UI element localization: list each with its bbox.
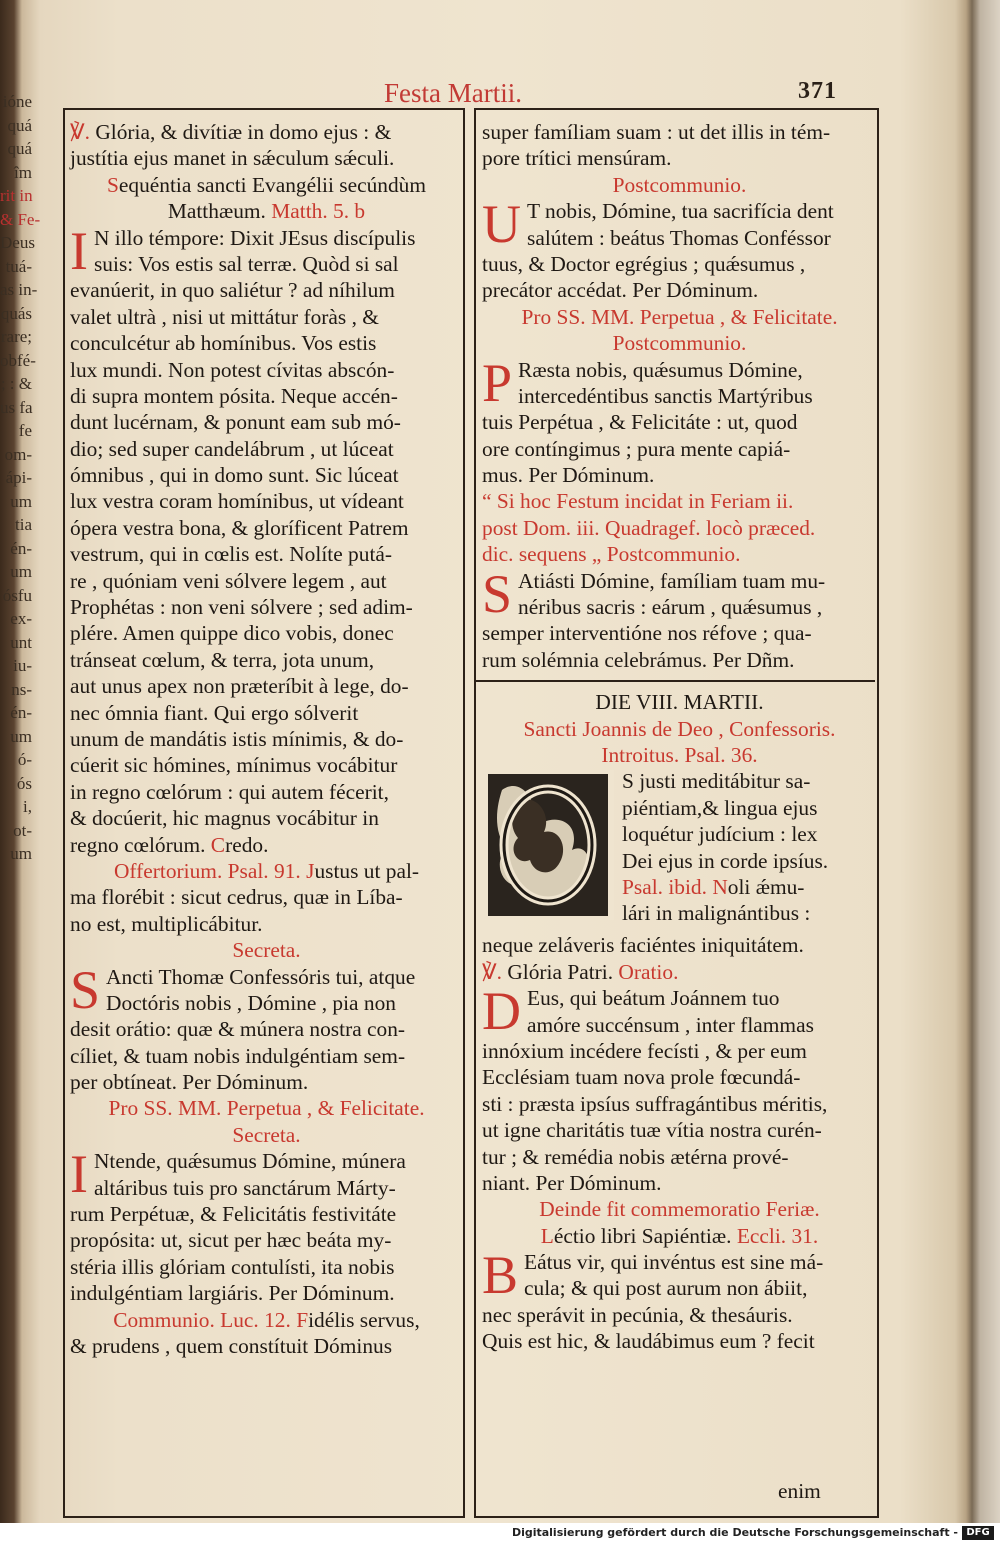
text-line: intercedéntibus sanctis Martýribus (518, 383, 813, 408)
text-line: amóre succénsum , inter flammas (527, 1012, 814, 1037)
margin-fragment: quá (7, 115, 32, 135)
text-line: dio; sed super candelábrum , ut lúceat (70, 436, 394, 461)
gospel-heading: Sequéntia sancti Evangélii secúndùm (107, 172, 426, 197)
text-line: ore contíngimus ; pura mente capiá- (482, 436, 791, 461)
text-line: cula; & qui post aurum non ábiit, (524, 1276, 808, 1301)
dfg-logo: DFG (962, 1526, 994, 1540)
text-line: tránseat cœlum, & terra, jota unum, (70, 647, 375, 672)
text-line: pore trítici mensúram. (482, 146, 672, 171)
drop-cap: D (482, 981, 521, 1042)
text-line: cíliet, & tuam nobis indulgéntiam sem- (70, 1043, 406, 1068)
rubric-line: dic. sequens „ Postcommunio. (482, 542, 741, 567)
text-line: N illo témpore: Dixit JEsus discípulis (93, 225, 416, 250)
text-line: & docúerit, hic magnus vocábitur in (70, 806, 379, 831)
margin-fragment: iu- (13, 656, 32, 675)
text-line: niant. Per Dóminum. (482, 1170, 662, 1195)
margin-fragment: ex- (10, 609, 32, 628)
introit-text (482, 768, 877, 932)
gloria-line: ℣. Glória Patri. Oratio. (482, 959, 679, 984)
communion-line: Communio. Luc. 12. Fidélis servus, (113, 1307, 420, 1332)
drop-cap: S (70, 959, 101, 1020)
lectio-line: Léctio libri Sapiéntiæ. Eccli. 31. (540, 1223, 819, 1248)
text-line: ómnibus , qui in domo sunt. Sic lúceat (70, 463, 399, 488)
text-line: Quis est hic, & laudábimus eum ? fecit (482, 1329, 815, 1354)
lectio-text (482, 1245, 877, 1355)
text-line: aut unus apex non præteríbit à lege, do- (70, 674, 409, 699)
text-line: rum Perpétuæ, & Felicitátis festivitáte (70, 1202, 397, 1227)
text-line: plére. Amen quippe dico vobis, donec (70, 621, 394, 646)
margin-fragment: ósfu (2, 585, 32, 605)
text-line: ópera vestra bona, & gloríficent Patrem (70, 515, 409, 540)
postcommunio-text-2 (482, 352, 877, 489)
saints-heading: Pro SS. MM. Perpetua , & Felicitate. (521, 304, 838, 329)
text-line: Ancti Thomæ Confessóris tui, atque (106, 964, 416, 989)
margin-fragment: obfé- (0, 350, 36, 370)
margin-fragment: tia (15, 515, 32, 534)
text-line: lux mundi. Non potest cívitas abscón- (70, 357, 395, 382)
text-line: Doctóris nobis , Dómine , pia non (106, 990, 396, 1015)
text-line: indulgéntiam largiáris. Per Dóminum. (70, 1281, 395, 1306)
text-line: lári in malignántibus : (622, 901, 811, 926)
secreta-text-2 (70, 1144, 463, 1306)
drop-cap: I (70, 220, 88, 281)
margin-fragment: ápi- (5, 468, 32, 487)
secreta-heading: Secreta. (232, 1122, 301, 1147)
footer-bar (0, 1523, 1000, 1544)
margin-fragment: unt (10, 632, 32, 652)
text-line: & prudens , quem constítuit Dóminus (70, 1333, 393, 1358)
drop-cap: B (482, 1245, 519, 1306)
margin-fragment: quás (0, 303, 32, 323)
secreta-text (70, 959, 463, 1096)
commemoration-heading: Deinde fit commemoratio Feriæ. (539, 1197, 820, 1222)
text-line: re , quóniam veni sólvere legem , aut (70, 568, 387, 593)
text-line: evanúerit, in quo saliétur ? ad níhilum (70, 278, 395, 303)
margin-fragment: & Fe- (0, 209, 41, 229)
text-line: Eus, qui beátum Joánnem tuo (527, 986, 780, 1011)
text-line: vestrum, qui in cœlis est. Nolíte putá- (70, 542, 392, 567)
text-line: Prophétas : non veni sólvere ; sed adim- (70, 595, 413, 620)
rubric-line: post Dom. iii. Quadragef. locò præced. (482, 515, 816, 540)
text-line: Ræsta nobis, quǽsumus Dómine, (518, 357, 803, 382)
margin-fragment: us fa (0, 397, 33, 417)
text-line: S justi meditábitur sa- (622, 769, 811, 794)
margin-fragment: fe (18, 421, 32, 440)
section-divider (476, 680, 875, 682)
text-line: tuus, & Doctor egrégius ; quǽsumus , (482, 251, 806, 276)
margin-fragment: îm (14, 162, 32, 182)
right-column (474, 108, 879, 1518)
text-line: justítia ejus manet in sǽculum sǽculi. (70, 146, 395, 171)
text-line: Ecclésiam tuam nova prole fœcundá- (482, 1065, 801, 1090)
text-line: per obtíneat. Per Dóminum. (70, 1070, 309, 1095)
text-line: Atiásti Dómine, famíliam tuam mu- (518, 568, 826, 593)
text-line: altáribus tuis pro sanctárum Márty- (93, 1175, 396, 1200)
text-line: neque zeláveris faciéntes iniquitátem. (482, 933, 804, 958)
left-column (63, 108, 465, 1518)
margin-fragment: ; : & (0, 374, 32, 393)
text-line: ma florébit : sicut cedrus, quæ in Líba- (70, 885, 403, 910)
text-line: innóxium incédere fecísti , & per eum (482, 1038, 807, 1063)
text-line: desit orátio: quæ & múnera nostra con- (70, 1017, 406, 1042)
text-line: Psal. ibid. Noli ǽmu- (622, 874, 805, 899)
secreta-heading: Secreta. (232, 938, 301, 963)
text-line: piéntiam,& lingua ejus (622, 795, 818, 820)
gospel-text (70, 220, 463, 858)
satiasti-text (482, 563, 877, 674)
text-line: regno cœlórum. Credo. (70, 832, 269, 857)
text-line: stéria illis glóriam contulísti, ita nobis (70, 1254, 395, 1279)
margin-fragment: ns- (11, 679, 32, 699)
book-page (40, 60, 968, 1520)
text-line: nec sperávit in pecúnia, & thesáuris. (482, 1302, 793, 1327)
text-line: loquétur judícium : lex (622, 822, 818, 847)
text-line: lux vestra coram homínibus, ut vídeant (70, 489, 404, 514)
drop-cap: I (70, 1144, 88, 1205)
text-line: rum solémnia celebrámus. Per Dñm. (482, 647, 795, 672)
text-line: nec ómnia fiant. Qui ergo sólverit (70, 700, 359, 725)
margin-fragment: um (10, 562, 32, 581)
text-line: cúerit sic hómines, mínimus vocábitur (70, 753, 398, 778)
ornamental-o-initial (482, 770, 614, 920)
introit-heading: Introitus. Psal. 36. (601, 742, 758, 767)
text-line: di supra montem pósita. Neque accén- (70, 383, 398, 408)
text-line: dunt lucérnam, & ponunt eam sub mó- (70, 410, 401, 435)
margin-fragment: rit in (0, 186, 33, 205)
drop-cap: P (482, 352, 513, 413)
text-line: no est, multiplicábitur. (70, 911, 263, 936)
margin-fragment: i, (23, 797, 32, 816)
margin-fragment: quá (7, 139, 32, 158)
text-line: suis: Vos estis sal terræ. Quòd si sal (93, 251, 399, 276)
text-line: unum de mandátis istis mínimis, & do- (70, 726, 404, 751)
catchword: enim (778, 1479, 821, 1503)
text-line: ut igne charitátis tuæ vítia nostra curén- (482, 1118, 822, 1143)
margin-fragment: um (10, 726, 32, 746)
facing-page-edge (0, 90, 41, 1420)
page-number: 371 (798, 78, 837, 104)
margin-fragment: um (10, 491, 32, 511)
text-line: Eátus vir, qui invéntus est sine má- (524, 1250, 824, 1275)
saints-heading: Pro SS. MM. Perpetua , & Felicitate. (108, 1096, 425, 1121)
text-line: super famíliam suam : ut det illis in tém- (482, 120, 831, 144)
margin-fragment: om- (4, 444, 32, 464)
margin-fragment: én- (10, 703, 32, 722)
feast-title: DIE VIII. MARTII. (595, 690, 764, 715)
text-line: valet ultrà , nisi ut mittátur foràs , & (70, 304, 379, 329)
drop-cap: U (482, 194, 521, 255)
feast-name: Sancti Joannis de Deo , Confessoris. (523, 716, 836, 741)
text-line: T nobis, Dómine, tua sacrifícia dent (527, 199, 834, 224)
margin-fragment: um (10, 844, 32, 863)
running-title: Festa Martii. (384, 78, 522, 108)
margin-fragment: Deus (0, 233, 35, 252)
text-line: Dei ejus in corde ipsíus. (622, 848, 829, 873)
margin-fragment: rare; (0, 327, 32, 346)
funding-credit: Digitalisierung gefördert durch die Deutsche Forschungsgemeinschaft - (511, 1526, 958, 1539)
margin-fragment: ot- (13, 820, 32, 840)
text-line: Ntende, quǽsumus Dómine, múnera (93, 1149, 406, 1174)
text-line: semper interventióne nos réfove ; qua- (482, 621, 812, 646)
text-line: sti : præsta ipsíus suffragántibus méritis, (482, 1091, 828, 1116)
margin-fragment: ós (16, 773, 32, 793)
gospel-reference: Matthæum. Matth. 5. b (167, 199, 366, 224)
text-line: in regno cœlórum : qui autem fécerit, (70, 779, 389, 804)
margin-fragment: ó- (17, 750, 32, 769)
margin-fragment: as in- (0, 280, 38, 299)
margin-fragment: ióne (2, 92, 32, 111)
postcommunio-heading: Postcommunio. (612, 331, 747, 356)
text-line: mus. Per Dóminum. (482, 463, 655, 488)
text-line: tur ; & remédia nobis ætérna prové- (482, 1144, 789, 1169)
text-line: salútem : beátus Thomas Conféssor (527, 225, 831, 250)
postcommunio-heading: Postcommunio. (612, 172, 747, 197)
margin-fragment: én- (10, 538, 32, 558)
oratio-text (482, 981, 877, 1196)
text-line: ℣. Glória, & divítiæ in domo ejus : & (70, 120, 392, 144)
margin-fragment: tuá- (5, 256, 32, 276)
text-line: néribus sacris : eárum , quǽsumus , (518, 595, 823, 620)
offertory-line: Offertorium. Psal. 91. Justus ut pal- (113, 858, 420, 883)
text-line: precátor accédat. Per Dóminum. (482, 278, 759, 303)
text-line: conculcétur ab homínibus. Vos estis (70, 331, 377, 356)
drop-cap: S (482, 563, 513, 624)
text-line: propósita: ut, sicut per hæc beáta my- (70, 1228, 392, 1253)
text-line: tuis Perpétua , & Felicitáte : ut, quod (482, 410, 798, 435)
postcommunio-text (482, 194, 877, 304)
rubric-line: “ Si hoc Festum incidat in Feriam ii. (482, 489, 794, 514)
